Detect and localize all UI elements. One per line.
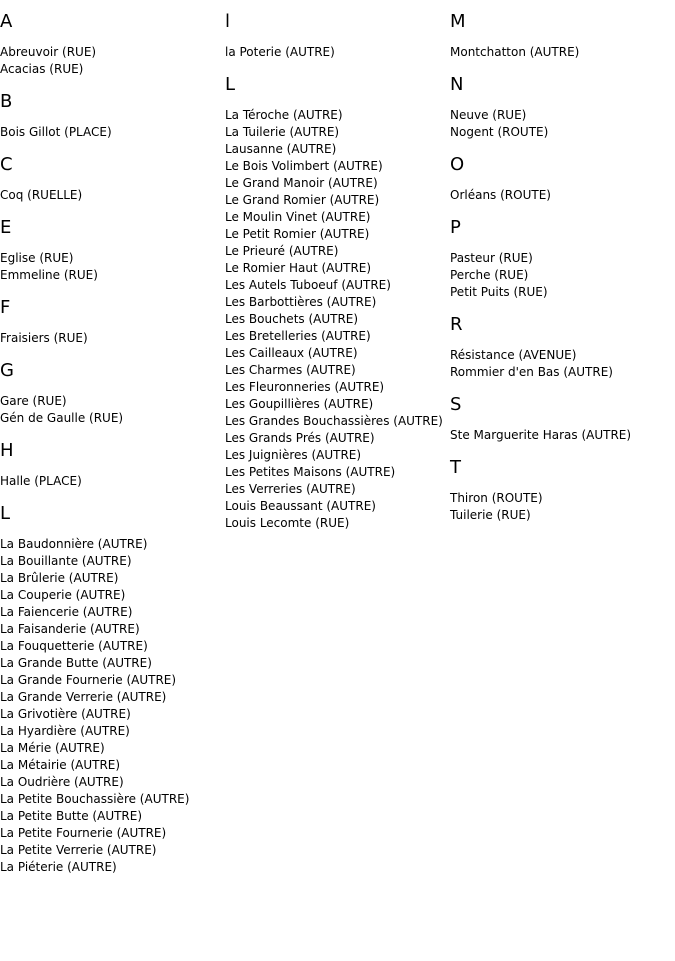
letter-section: [450, 458, 675, 524]
index-column: [450, 12, 675, 538]
section-letter-heading: F: [0, 297, 11, 318]
street-link[interactable]: Coq (RUELLE): [0, 188, 83, 202]
street-link[interactable]: la Poterie (AUTRE): [225, 45, 335, 59]
section-letter-heading: l: [225, 11, 231, 32]
street-link[interactable]: Nogent (ROUTE): [450, 125, 549, 139]
street-link[interactable]: Le Romier Haut (AUTRE): [225, 261, 372, 275]
letter-section: [450, 395, 675, 444]
section-letter-heading: L: [0, 503, 11, 524]
street-link[interactable]: Les Juignières (AUTRE): [225, 448, 362, 462]
index-column: [225, 12, 450, 546]
section-letter-heading: R: [450, 314, 463, 335]
street-link[interactable]: La Faiencerie (AUTRE): [0, 605, 133, 619]
street-link[interactable]: Les Verreries (AUTRE): [225, 482, 356, 496]
street-link[interactable]: Montchatton (AUTRE): [450, 45, 580, 59]
street-link[interactable]: Les Petites Maisons (AUTRE): [225, 465, 396, 479]
section-letter-heading: C: [0, 154, 13, 175]
street-link[interactable]: Orléans (ROUTE): [450, 188, 551, 202]
section-letter-heading: H: [0, 440, 14, 461]
letter-section: [225, 75, 450, 532]
section-letter-heading: M: [450, 11, 466, 32]
street-link[interactable]: Tuilerie (RUE): [450, 508, 531, 522]
street-link[interactable]: La Hyardière (AUTRE): [0, 724, 130, 738]
section-letter-heading: A: [0, 11, 13, 32]
street-link[interactable]: La Petite Verrerie (AUTRE): [0, 843, 157, 857]
street-link[interactable]: Pasteur (RUE): [450, 251, 533, 265]
letter-section: [0, 504, 225, 876]
street-link[interactable]: Fraisiers (RUE): [0, 331, 88, 345]
street-link[interactable]: La Fouquetterie (AUTRE): [0, 639, 148, 653]
street-link[interactable]: Rommier d'en Bas (AUTRE): [450, 365, 613, 379]
street-link[interactable]: Le Moulin Vinet (AUTRE): [225, 210, 371, 224]
street-link[interactable]: La Baudonnière (AUTRE): [0, 537, 148, 551]
street-link[interactable]: Neuve (RUE): [450, 108, 527, 122]
letter-section: [450, 12, 675, 61]
letter-section: [0, 12, 225, 78]
street-link[interactable]: La Grande Verrerie (AUTRE): [0, 690, 167, 704]
street-link[interactable]: Gén de Gaulle (RUE): [0, 411, 124, 425]
letter-section: [450, 218, 675, 301]
letter-section: [450, 155, 675, 204]
section-letter-heading: T: [450, 457, 461, 478]
street-link[interactable]: La Mérie (AUTRE): [0, 741, 105, 755]
street-link[interactable]: La Couperie (AUTRE): [0, 588, 126, 602]
street-link[interactable]: Abreuvoir (RUE): [0, 45, 97, 59]
section-letter-heading: S: [450, 394, 462, 415]
letter-section: [450, 75, 675, 141]
street-link[interactable]: Petit Puits (RUE): [450, 285, 548, 299]
street-link[interactable]: Emmeline (RUE): [0, 268, 98, 282]
section-letter-heading: N: [450, 74, 464, 95]
street-link[interactable]: Le Prieuré (AUTRE): [225, 244, 339, 258]
street-link[interactable]: Le Grand Manoir (AUTRE): [225, 176, 378, 190]
street-link[interactable]: Ste Marguerite Haras (AUTRE): [450, 428, 632, 442]
street-link[interactable]: Le Grand Romier (AUTRE): [225, 193, 380, 207]
street-link[interactable]: La Petite Butte (AUTRE): [0, 809, 143, 823]
street-link[interactable]: La Téroche (AUTRE): [225, 108, 343, 122]
letter-section: [0, 92, 225, 141]
street-link[interactable]: Bois Gillot (PLACE): [0, 125, 112, 139]
section-letter-heading: L: [225, 74, 236, 95]
street-link[interactable]: La Grande Butte (AUTRE): [0, 656, 152, 670]
street-link[interactable]: La Bouillante (AUTRE): [0, 554, 132, 568]
street-link[interactable]: Le Bois Volimbert (AUTRE): [225, 159, 383, 173]
letter-section: [0, 361, 225, 427]
street-link[interactable]: Acacias (RUE): [0, 62, 84, 76]
street-link[interactable]: Les Goupillières (AUTRE): [225, 397, 374, 411]
street-link[interactable]: Thiron (ROUTE): [450, 491, 543, 505]
letter-section: [0, 441, 225, 490]
letter-section: [0, 155, 225, 204]
section-letter-heading: B: [0, 91, 13, 112]
street-link[interactable]: Louis Beaussant (AUTRE): [225, 499, 376, 513]
street-link[interactable]: La Piéterie (AUTRE): [0, 860, 117, 874]
street-link[interactable]: Les Grands Prés (AUTRE): [225, 431, 375, 445]
street-link[interactable]: La Petite Fournerie (AUTRE): [0, 826, 167, 840]
street-link[interactable]: La Grivotière (AUTRE): [0, 707, 131, 721]
street-link[interactable]: Gare (RUE): [0, 394, 67, 408]
street-link[interactable]: Résistance (AVENUE): [450, 348, 577, 362]
street-link[interactable]: Les Barbottières (AUTRE): [225, 295, 377, 309]
street-link[interactable]: La Grande Fournerie (AUTRE): [0, 673, 177, 687]
section-letter-heading: E: [0, 217, 12, 238]
street-link[interactable]: Le Petit Romier (AUTRE): [225, 227, 370, 241]
street-link[interactable]: Les Cailleaux (AUTRE): [225, 346, 358, 360]
street-link[interactable]: La Petite Bouchassière (AUTRE): [0, 792, 190, 806]
letter-section: [225, 12, 450, 61]
letter-section: [0, 298, 225, 347]
section-letter-heading: O: [450, 154, 465, 175]
street-link[interactable]: La Faisanderie (AUTRE): [0, 622, 140, 636]
street-link[interactable]: Lausanne (AUTRE): [225, 142, 337, 156]
street-link[interactable]: La Métairie (AUTRE): [0, 758, 121, 772]
street-link[interactable]: Les Fleuronneries (AUTRE): [225, 380, 385, 394]
street-link[interactable]: La Brûlerie (AUTRE): [0, 571, 119, 585]
street-link[interactable]: Louis Lecomte (RUE): [225, 516, 350, 530]
section-letter-heading: P: [450, 217, 461, 238]
street-link[interactable]: La Tuilerie (AUTRE): [225, 125, 340, 139]
street-link[interactable]: Les Grandes Bouchassières (AUTRE): [225, 414, 443, 428]
street-link[interactable]: Halle (PLACE): [0, 474, 82, 488]
street-link[interactable]: Les Bretelleries (AUTRE): [225, 329, 371, 343]
letter-section: [450, 315, 675, 381]
letter-section: [0, 218, 225, 284]
index-column: [0, 12, 225, 890]
street-link[interactable]: Eglise (RUE): [0, 251, 74, 265]
section-letter-heading: G: [0, 360, 14, 381]
street-link[interactable]: Perche (RUE): [450, 268, 529, 282]
street-link[interactable]: Les Charmes (AUTRE): [225, 363, 356, 377]
street-link[interactable]: Les Bouchets (AUTRE): [225, 312, 359, 326]
street-link[interactable]: Les Autels Tuboeuf (AUTRE): [225, 278, 391, 292]
street-link[interactable]: La Oudrière (AUTRE): [0, 775, 124, 789]
